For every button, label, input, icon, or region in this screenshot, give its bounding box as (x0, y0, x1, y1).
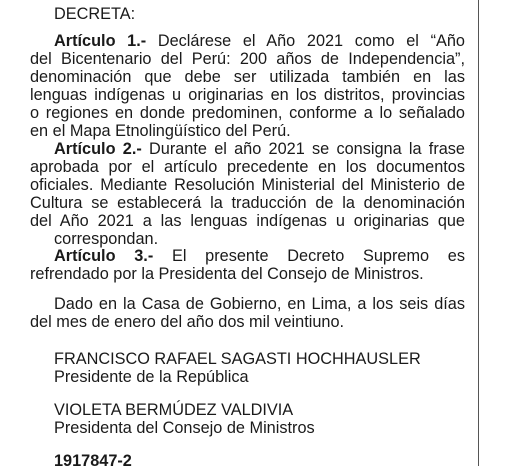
text-run: Dado en la Casa de Gobierno, en Lima, a los seis días (54, 295, 465, 313)
text-run: o regiones en donde predominen, conforme a lo señalado (30, 104, 465, 122)
text-run: refrendado por la Presidenta del Consejo de Ministros. (30, 265, 424, 283)
article-1-line (30, 105, 465, 123)
text-run: correspondan. (54, 230, 159, 248)
article-label: 1917847-2 (54, 452, 132, 470)
text-run: aprobada por el artículo precedente en los documentos (30, 158, 465, 176)
text-run: Declárese el Año 2021 como el “Año (146, 32, 465, 50)
article-label: Artículo 3.- (54, 247, 154, 265)
text-run: Presidenta del Consejo de Ministros (54, 419, 315, 437)
article-2-line (30, 213, 465, 231)
text-run: Durante el año 2021 se consigna la frase (141, 140, 465, 158)
signatory-title (30, 420, 465, 438)
text-run: del Bicentenario del Perú: 200 años de Independencia”, (30, 50, 465, 68)
article-3-line (30, 266, 465, 284)
text-run: DECRETA: (54, 5, 136, 23)
article-2-line (30, 159, 465, 177)
article-label: Artículo 1.- (54, 32, 147, 50)
article-2-line (30, 177, 465, 195)
article-2-line (30, 141, 465, 159)
text-run: lenguas indígenas u originarias en los distritos, provincias (30, 86, 465, 104)
text-run: El presente Decreto Supremo es (153, 247, 465, 265)
text-run: denominación que debe ser utilizada también en las (30, 68, 465, 86)
text-run: del Año 2021 a las lenguas indígenas u originarias que (30, 212, 465, 230)
article-1-line (30, 51, 465, 69)
text-run: del mes de enero del año dos mil veintiuno. (30, 313, 345, 331)
closing-line (30, 314, 465, 332)
article-1-line (30, 33, 465, 51)
text-run: oficiales. Mediante Resolución Ministerial del Ministerio de (30, 176, 465, 194)
article-1-line (30, 123, 465, 141)
text-run: en el Mapa Etnolingüístico del Perú. (30, 122, 291, 140)
text-run: Presidente de la República (54, 368, 249, 386)
article-2-line (30, 195, 465, 213)
signatory-name (30, 402, 465, 420)
closing-line (30, 296, 465, 314)
column-divider (478, 0, 479, 466)
decreta-heading (30, 6, 465, 24)
article-3-line (30, 248, 465, 266)
signatory-name (30, 351, 465, 369)
text-run: FRANCISCO RAFAEL SAGASTI HOCHHAUSLER (54, 350, 421, 368)
article-1-line (30, 87, 465, 105)
signatory-title (30, 369, 465, 387)
article-1-line (30, 69, 465, 87)
text-run: VIOLETA BERMÚDEZ VALDIVIA (54, 401, 294, 419)
document-number (30, 453, 465, 471)
text-run: Cultura se establecerá la traducción de la denominación (30, 194, 465, 212)
article-label: Artículo 2.- (54, 140, 142, 158)
